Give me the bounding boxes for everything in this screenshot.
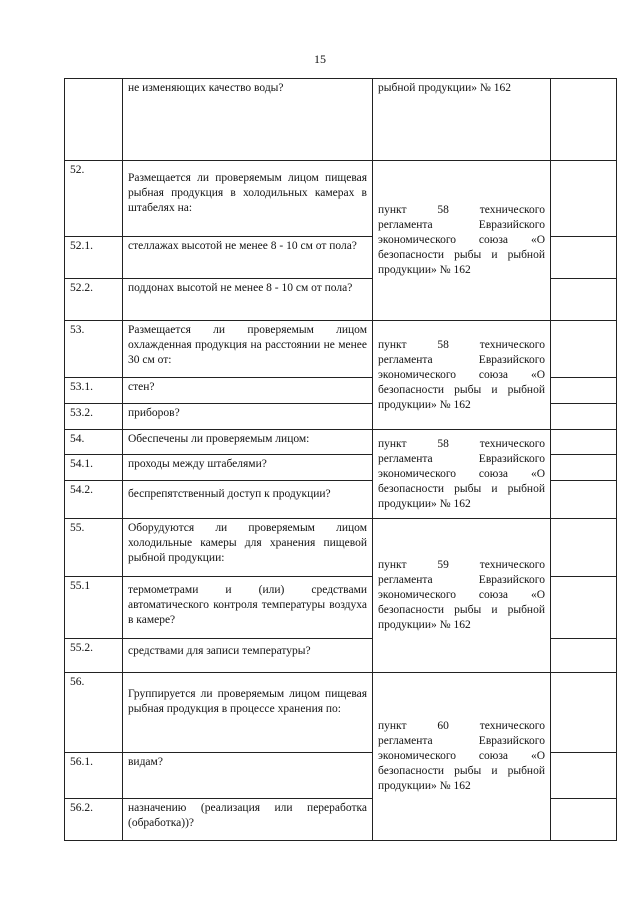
answer-cell[interactable] [551,279,617,321]
row-number [65,79,123,161]
row-number: 55.2. [65,639,123,673]
row-question: Оборудуются ли проверяемым лицом холодильные камеры для хранения пищевой рыбной продукции: [123,519,373,577]
answer-cell[interactable] [551,321,617,378]
row-number: 52. [65,161,123,237]
row-question: термометрами и (или) средствами автоматического контроля температуры воздуха в камере? [123,577,373,639]
table-row [65,673,617,753]
answer-cell[interactable] [551,577,617,639]
page-number: 15 [314,52,326,66]
requirements-table [64,78,617,841]
row-question: проходы между штабелями? [123,455,373,481]
row-number: 56. [65,673,123,753]
row-number: 56.1. [65,753,123,799]
row-number: 55.1 [65,577,123,639]
row-number: 53.1. [65,378,123,404]
answer-cell[interactable] [551,161,617,237]
table-row [65,430,617,455]
answer-cell[interactable] [551,237,617,279]
row-number: 53.2. [65,404,123,430]
answer-cell[interactable] [551,639,617,673]
row-number: 52.2. [65,279,123,321]
row-number: 54.2. [65,481,123,519]
table-row [65,161,617,237]
row-number: 52.1. [65,237,123,279]
row-number: 56.2. [65,799,123,841]
row-question: Группируется ли проверяемым лицом пищевая рыбная продукция в процессе хранения по: [123,673,373,753]
row-number: 54. [65,430,123,455]
answer-cell[interactable] [551,753,617,799]
answer-cell[interactable] [551,799,617,841]
answer-cell[interactable] [551,404,617,430]
row-question: приборов? [123,404,373,430]
row-question: Размещается ли проверяемым лицом охлажденная продукция на расстоянии не менее 30 см от: [123,321,373,378]
row-reference: пункт 60 технического регламента Евразийского экономического союза «О безопасности рыбы и рыбной продукции» № 162 [373,673,551,841]
row-question: стеллажах высотой не менее 8 - 10 см от пола? [123,237,373,279]
table-row [65,519,617,577]
row-question: беспрепятственный доступ к продукции? [123,481,373,519]
row-number: 53. [65,321,123,378]
row-reference: пункт 59 технического регламента Евразийского экономического союза «О безопасности рыбы и рыбной продукции» № 162 [373,519,551,673]
row-question: Обеспечены ли проверяемым лицом: [123,430,373,455]
answer-cell[interactable] [551,430,617,455]
row-question: средствами для записи температуры? [123,639,373,673]
answer-cell[interactable] [551,455,617,481]
row-question: Размещается ли проверяемым лицом пищевая рыбная продукция в холодильных камерах в штабелях на: [123,161,373,237]
answer-cell[interactable] [551,519,617,577]
answer-cell[interactable] [551,673,617,753]
row-question: не изменяющих качество воды? [123,79,373,161]
row-number: 55. [65,519,123,577]
answer-cell[interactable] [551,79,617,161]
row-reference: пункт 58 технического регламента Евразийского экономического союза «О безопасности рыбы и рыбной продукции» № 162 [373,321,551,430]
row-question: назначению (реализация или переработка (обработка))? [123,799,373,841]
answer-cell[interactable] [551,481,617,519]
row-number: 54.1. [65,455,123,481]
row-question: поддонах высотой не менее 8 - 10 см от пола? [123,279,373,321]
row-reference: пункт 58 технического регламента Евразийского экономического союза «О безопасности рыбы и рыбной продукции» № 162 [373,161,551,321]
answer-cell[interactable] [551,378,617,404]
row-reference: пункт 58 технического регламента Евразийского экономического союза «О безопасности рыбы и рыбной продукции» № 162 [373,430,551,519]
row-reference: рыбной продукции» № 162 [373,79,551,161]
row-question: стен? [123,378,373,404]
table-row [65,321,617,378]
table-row [65,79,617,161]
row-question: видам? [123,753,373,799]
